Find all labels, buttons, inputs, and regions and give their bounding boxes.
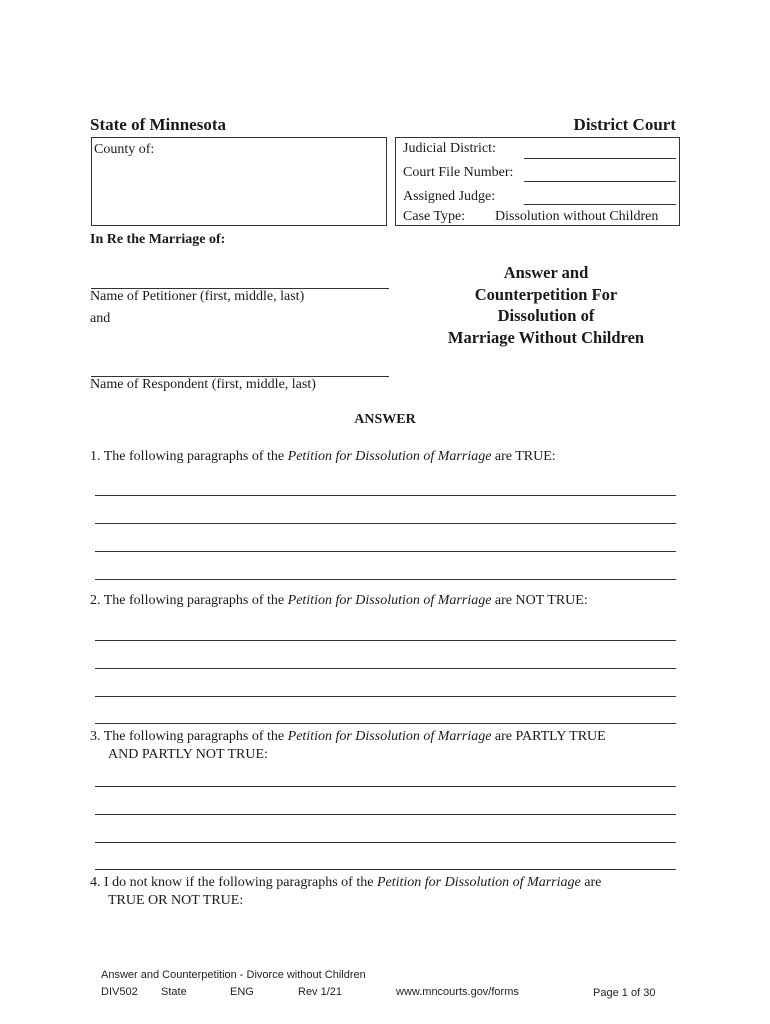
and-label: and [90, 311, 111, 326]
court-heading: District Court [573, 115, 676, 134]
answer-paragraph-1 [90, 448, 670, 466]
footer-page-indicator [593, 987, 655, 999]
page-number: 1 [621, 987, 628, 999]
court-file-number-label: Court File Number: [403, 165, 514, 180]
answer-1-line[interactable] [95, 551, 676, 552]
answer-1-line[interactable] [95, 523, 676, 524]
answer-3-line[interactable] [95, 786, 676, 787]
judicial-district-field[interactable] [524, 158, 676, 159]
paragraph-text: are TRUE: [491, 449, 556, 464]
answer-paragraph-3 [90, 728, 670, 764]
answer-2-line[interactable] [95, 723, 676, 724]
footer-language: ENG [230, 986, 254, 998]
form-title-line: Marriage Without Children [447, 327, 645, 347]
form-title-line: Answer and [503, 263, 589, 282]
case-type-value: Dissolution without Children [495, 209, 659, 224]
answer-2-line[interactable] [95, 696, 676, 697]
footer-revision: Rev 1/21 [298, 986, 343, 998]
paragraph-text: are [580, 875, 602, 890]
form-title [425, 262, 667, 348]
paragraph-text: 4. I do not know if the following paragraphs of the [90, 875, 377, 890]
answer-2-line[interactable] [95, 668, 676, 669]
paragraph-text: 2. The following paragraphs of the [90, 593, 288, 608]
petitioner-label: Name of Petitioner (first, middle, last) [90, 289, 305, 304]
petition-name: Petition for Dissolution of Marriage [287, 729, 492, 744]
county-box[interactable] [91, 137, 387, 226]
footer-form-title: Answer and Counterpetition - Divorce without Children [101, 969, 366, 981]
answer-1-line[interactable] [95, 495, 676, 496]
judicial-district-label: Judicial District: [403, 141, 496, 156]
form-title-line: Counterpetition For [474, 284, 618, 304]
answer-3-line[interactable] [95, 869, 676, 870]
answer-paragraph-2 [90, 592, 670, 610]
court-file-number-field[interactable] [524, 181, 676, 182]
paragraph-continuation: TRUE OR NOT TRUE: [108, 893, 244, 908]
footer-source: State [161, 986, 187, 998]
county-label: County of: [94, 142, 155, 157]
answer-1-line[interactable] [95, 579, 676, 580]
footer-form-code: DIV502 [101, 986, 138, 998]
answer-2-line[interactable] [95, 640, 676, 641]
respondent-label: Name of Respondent (first, middle, last) [90, 377, 316, 392]
answer-paragraph-4 [90, 874, 670, 910]
paragraph-text: 3. The following paragraphs of the [90, 729, 288, 744]
state-heading: State of Minnesota [90, 115, 226, 134]
answer-3-line[interactable] [95, 814, 676, 815]
petition-name: Petition for Dissolution of Marriage [376, 875, 581, 890]
page-of: of [630, 987, 641, 999]
footer-url[interactable]: www.mncourts.gov/forms [396, 986, 519, 998]
petition-name: Petition for Dissolution of Marriage [287, 449, 492, 464]
petition-name: Petition for Dissolution of Marriage [287, 593, 492, 608]
page-label: Page [593, 987, 619, 999]
answer-3-line[interactable] [95, 842, 676, 843]
assigned-judge-label: Assigned Judge: [403, 189, 496, 204]
page-total: 30 [643, 987, 656, 999]
answer-heading: ANSWER [354, 412, 416, 427]
case-type-label: Case Type: [403, 209, 466, 224]
paragraph-text: are NOT TRUE: [491, 593, 588, 608]
form-title-line: Dissolution of [497, 306, 595, 325]
assigned-judge-field[interactable] [524, 204, 676, 205]
paragraph-text: are PARTLY TRUE [491, 729, 606, 744]
case-info-box [395, 137, 680, 226]
in-re-heading: In Re the Marriage of: [90, 232, 226, 247]
paragraph-text: 1. The following paragraphs of the [90, 449, 288, 464]
paragraph-continuation: AND PARTLY NOT TRUE: [108, 747, 268, 762]
